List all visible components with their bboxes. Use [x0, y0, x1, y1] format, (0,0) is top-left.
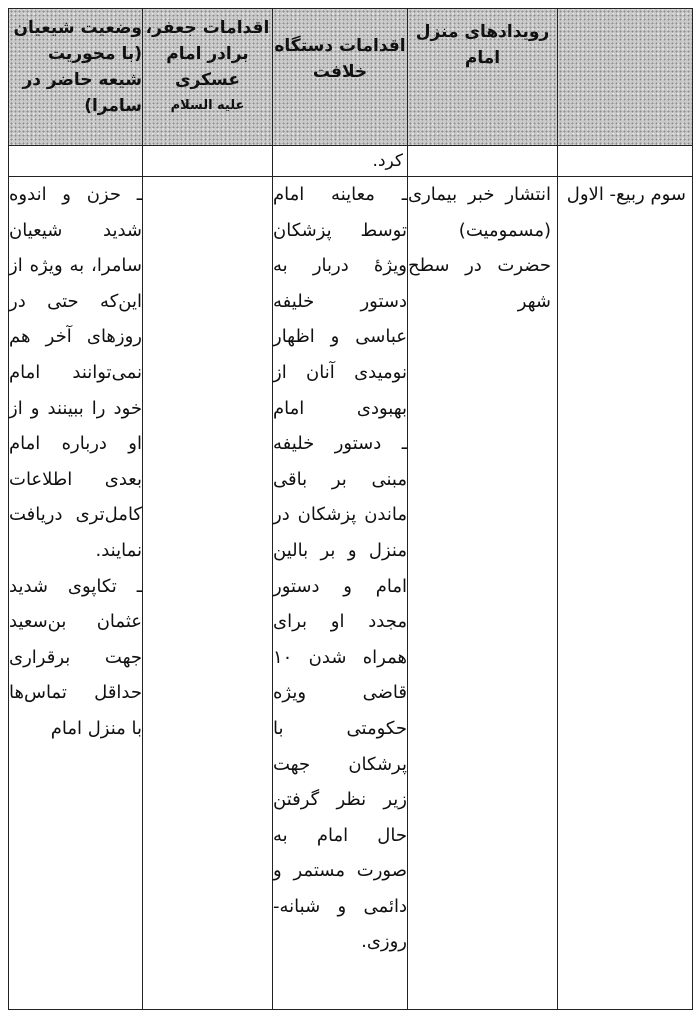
header-shia-status: وضعیت شیعیان (با محوریت شیعه حاضر در سامرا) [9, 9, 143, 146]
cell-text-line: زیر نظر گرفتن [273, 789, 407, 811]
cell-text-line: نومیدی آنان از [273, 361, 407, 383]
header-home-events: رویدادهای منزل امام [408, 9, 558, 146]
cell-text-line: انتشار خبر بیماری [408, 184, 551, 205]
cell-text-line: حضرت در سطح [408, 255, 551, 277]
shia-status-cell [9, 177, 143, 1010]
cell-text-line: خود را ببینند و از [9, 397, 142, 419]
jafar-actions-cell [143, 177, 273, 1010]
date-cell: سوم ربیع- الاول [558, 177, 693, 1010]
cell-text-line: ماندن پزشکان در [273, 504, 407, 526]
document-page [8, 8, 692, 986]
cell-text-line: قاضی ویژه [273, 682, 407, 704]
cont-date-cell [558, 146, 693, 177]
cell-text-line: نمایند. [95, 539, 142, 561]
cell-text-line: توسط پزشکان [273, 219, 407, 241]
cell-text-line: دستور خلیفه [273, 290, 407, 312]
cell-text-line: ـ حزن و اندوه [9, 184, 142, 205]
cell-text-line: بعدی اطلاعات [9, 468, 142, 490]
cont-home-cell [408, 146, 558, 177]
cell-text-line: شهر [517, 290, 551, 312]
header-jafar-actions [143, 9, 273, 146]
header-caliphate-actions: اقدامات دستگاه خلافت [273, 9, 408, 146]
cell-text-line: مجدد او برای [273, 611, 407, 633]
cell-text-line: شدید شیعیان [9, 219, 142, 241]
cell-text-line: عثمان بن‌سعید [9, 611, 142, 633]
honorific-seal: عليه السلام [170, 98, 245, 113]
caliphate-actions-cell [273, 177, 408, 1010]
cell-text-line: دائمی و شبانه- [273, 895, 407, 917]
cell-text-line: عباسی و اظهار [273, 326, 407, 348]
events-table [8, 8, 693, 1010]
cell-text-line: حال امام به [273, 824, 407, 846]
header-date-cell [558, 9, 693, 146]
cell-text-line: سامرا، به ویژه از [9, 255, 142, 277]
cell-text-line: مبنی بر باقی [273, 468, 407, 490]
cell-text-line: بهبودی امام [273, 397, 407, 419]
cell-text-line: حداقل تماس‌ها [9, 682, 142, 704]
cell-text-line: ـ دستور خلیفه [273, 433, 407, 455]
cell-text-line: منزل و بر بالین [273, 539, 407, 561]
cell-text-line: با منزل امام [50, 717, 142, 739]
cell-text-line: ویژۀ دربار به [273, 255, 407, 277]
cell-text-line: ـ تکاپوی شدید [9, 575, 142, 597]
cont-shia-cell [9, 146, 143, 177]
cell-text-line: همراه شدن ۱۰ [273, 646, 407, 668]
cell-text-line: حکومتی با [273, 717, 407, 739]
header-row [9, 9, 693, 146]
cell-text-line: نمی‌توانند امام [9, 361, 142, 383]
continuation-row [9, 146, 693, 177]
cell-text-line: ـ معاینه امام [273, 184, 407, 205]
main-row [9, 177, 693, 1010]
cell-text-line: کامل‌تری دریافت [9, 504, 142, 526]
cont-jafar-cell [143, 146, 273, 177]
cell-text-line: جهت برقراری [9, 646, 142, 668]
cell-text-line: این‌که حتی در [9, 290, 142, 312]
cell-text-line: امام و دستور [273, 575, 407, 597]
header-jafar-label: اقدامات جعفر، برادر امام عسکری [145, 18, 270, 90]
home-events-cell [408, 177, 558, 1010]
cell-text-line: روزهای آخر هم [9, 326, 142, 348]
cell-text-line: (مسمومیت) [458, 219, 551, 241]
cell-text-line: او درباره امام [9, 433, 142, 455]
cell-text-line: صورت مستمر و [273, 860, 407, 882]
cont-caliphate-cell: کرد. [273, 146, 408, 177]
cell-text-line: روزی. [361, 931, 407, 953]
cell-text-line: پرشکان جهت [273, 753, 407, 775]
